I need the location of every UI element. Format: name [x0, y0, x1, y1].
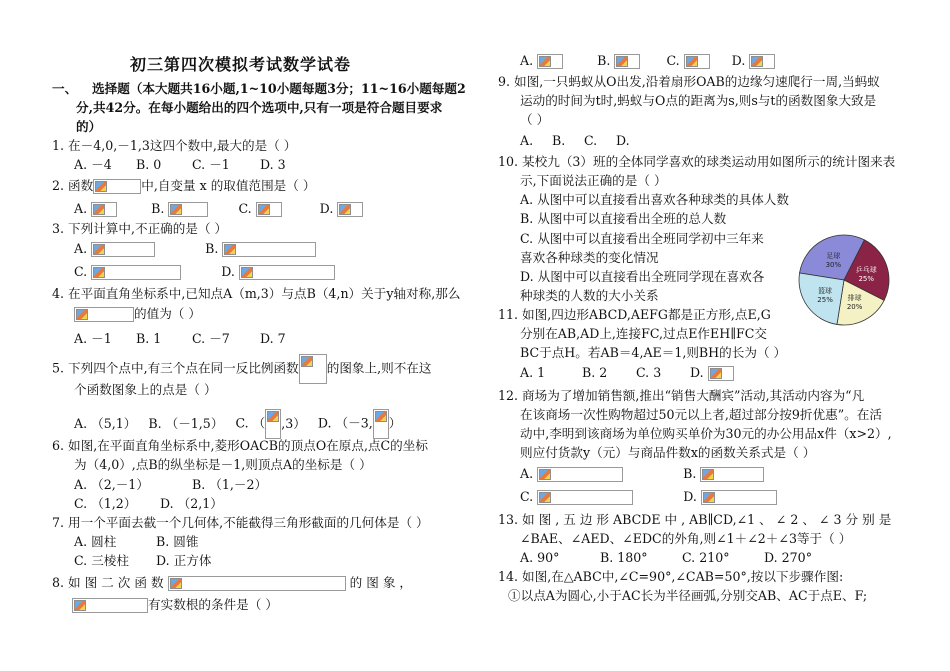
image-icon — [74, 600, 86, 611]
q3-row-2 — [74, 263, 335, 281]
q6-option-b: B. （1,－2） — [192, 477, 268, 492]
q5-option-c-end: ,3） — [281, 415, 306, 431]
q8-stem-start: 8. 如 图 二 次 函 数 — [52, 575, 164, 590]
q5-stem-end: 的图象上,则不在这 — [326, 360, 432, 376]
q12-option-a: A. — [520, 466, 534, 481]
q13-option-c: C. 210° — [682, 550, 730, 565]
formula-image — [91, 202, 117, 217]
question-12-stem: 12. 商场为了增加销售额,推出“销售大酬宾”活动,其活动内容为“凡 — [498, 388, 865, 403]
q9-option-b: B. — [552, 133, 566, 148]
q3-option-c: C. — [74, 264, 88, 279]
formula-image — [72, 598, 148, 613]
question-11-stem-cont: BC于点H。若AB＝4,AE＝1,则BH的长为（ ） — [520, 345, 787, 360]
question-11-stem: 11. 如图,四边形ABCD,AEFG都是正方形,点E,G — [498, 307, 771, 322]
q10-option-d: D. 从图中可以直接看出全班同学现在喜欢各 — [520, 269, 765, 284]
q6-option-c: C. （1,2） — [74, 496, 137, 511]
formula-image — [701, 490, 777, 505]
formula-image — [91, 242, 155, 257]
q1-option-a: A. －4 — [74, 157, 112, 172]
formula-image — [684, 54, 710, 69]
q9-option-d: D. — [616, 133, 630, 148]
q12-row-1 — [520, 465, 764, 483]
formula-image — [614, 54, 640, 69]
image-icon — [616, 56, 628, 67]
section-heading-cont: 分,共42分。在每小题给出的四个选项中,只有一项是符合题目要求 — [76, 100, 443, 115]
question-7-stem: 7. 用一个平面去截一个几何体,不能截得三角形截面的几何体是（ ） — [52, 515, 429, 530]
q2-option-b: B. — [151, 201, 165, 216]
q6-option-a: A. （2,－1） — [74, 477, 149, 492]
q1-option-b: B. 0 — [136, 157, 162, 172]
formula-image — [700, 467, 764, 482]
q5-option-a: A. （5,1） — [74, 415, 137, 431]
question-14-stem: 14. 如图,在△ABC中,∠C=90°,∠CAB=50°,按以下步骤作图: — [498, 569, 844, 584]
q3-option-b: B. — [205, 241, 219, 256]
question-13-stem-cont: ∠BAE、∠AED、∠EDC的外角,则∠1＋∠2＋∠3等于（ ） — [520, 531, 852, 546]
image-icon — [703, 492, 715, 503]
question-12-stem-cont: 则应付货款y（元）与商品件数x的函数关系式是（ ） — [520, 445, 816, 460]
formula-image — [74, 307, 134, 322]
image-icon — [686, 56, 698, 67]
q13-option-d: D. 270° — [764, 550, 812, 565]
q5-option-b: B. （－1,5） — [148, 415, 224, 431]
q13-option-a: A. 90° — [520, 550, 560, 565]
q7-option-b: B. 圆锥 — [156, 534, 199, 549]
q5-option-c-start: C. （ — [235, 415, 266, 431]
image-icon — [93, 244, 105, 255]
q8-stem-end: 的 图 象 ， — [349, 575, 413, 590]
question-12-stem-cont: 在该商场一次性购物超过50元以上者,超过部分按9折优惠”。在活 — [520, 407, 882, 422]
q2-options — [74, 200, 363, 218]
formula-image — [256, 202, 282, 217]
q11-option-b: B. 2 — [582, 365, 608, 380]
question-10-stem: 10. 某校九（3）班的全体同学喜欢的球类运动用如图所示的统计图来表 — [498, 154, 896, 169]
q4-option-a: A. －1 — [74, 331, 112, 346]
pie-category-label: 乒乓球 — [855, 265, 877, 274]
image-icon — [375, 411, 387, 422]
image-icon — [224, 244, 236, 255]
q13-option-b: B. 180° — [600, 550, 648, 565]
q6-option-d: D. （2,1） — [160, 496, 223, 511]
image-icon — [170, 578, 182, 589]
q2-option-c: C. — [238, 201, 252, 216]
formula-image — [168, 202, 208, 217]
q8-options — [520, 52, 775, 70]
q4-option-c: C. －7 — [192, 331, 230, 346]
image-icon — [301, 356, 313, 367]
question-9-stem-cont: （ ） — [520, 112, 550, 127]
question-12-stem-cont: 动中,李明到该商场为单位购买单价为30元的办公用品x件（x>2）, — [520, 426, 892, 441]
question-4-stem: 4. 在平面直角坐标系中,已知点A（m,3）与点B（4,n）关于y轴对称,那么 — [52, 286, 461, 301]
question-3-stem: 3. 下列计算中,不正确的是（ ） — [52, 221, 228, 236]
q9-option-c: C. — [584, 133, 598, 148]
formula-image — [373, 409, 389, 439]
question-9-stem: 9. 如图,一只蚂蚁从O出发,沿着扇形OAB的边缘匀速爬行一周,当蚂蚁 — [498, 74, 880, 89]
question-9-stem-cont: 运动的时间为t时,蚂蚁与O点的距离为s,则s与t的函数图象大致是 — [520, 93, 877, 108]
q7-option-c: C. 三棱柱 — [74, 553, 129, 568]
q8-stem-tail: 有实数根的条件是（ ） — [148, 597, 278, 612]
q5-options — [74, 409, 401, 439]
q4-option-b: B. 1 — [136, 331, 162, 346]
q4-option-d: D. 7 — [260, 331, 286, 346]
question-6-stem: 6. 如图,在平面直角坐标系中,菱形OACB的顶点O在原点,点C的坐标 — [52, 438, 428, 453]
formula-image — [91, 265, 181, 280]
image-icon — [267, 411, 279, 422]
section-heading: 选择题（本大题共16小题,1~10小题每题3分；11~16小题每题2 — [92, 81, 466, 96]
formula-image — [168, 576, 346, 591]
formula-image — [537, 54, 563, 69]
image-icon — [93, 204, 105, 215]
pie-percent-label: 25% — [817, 295, 833, 304]
q12-row-2 — [520, 488, 777, 506]
q11-option-c: C. 3 — [636, 365, 662, 380]
q5-option-d-end: ） — [388, 415, 402, 431]
q5-option-d-start: D. （－3, — [317, 415, 373, 431]
formula-image — [337, 202, 363, 217]
question-8-stem — [52, 574, 412, 592]
formula-image — [239, 265, 335, 280]
formula-image — [265, 409, 281, 439]
q7-option-d: D. 正方体 — [156, 553, 212, 568]
question-10-stem-cont: 示,下面说法正确的是（ ） — [520, 173, 667, 188]
q10-option-a: A. 从图中可以直接看出喜欢各种球类的具体人数 — [520, 192, 789, 207]
image-icon — [339, 204, 351, 215]
question-13-stem: 13. 如 图 , 五 边 形 ABCDE 中 , AB∥CD,∠1 、 ∠ 2 、 ∠ 3 分 别 是 — [498, 512, 892, 527]
q1-option-c: C. －1 — [192, 157, 230, 172]
q10-option-d-cont: 种球类的人数的大小关系 — [520, 288, 659, 303]
q10-option-c-cont: 喜欢各种球类的变化情况 — [520, 250, 659, 265]
formula-image — [537, 490, 633, 505]
image-icon — [539, 492, 551, 503]
q2-stem-end: 中,自变量 x 的取值范围是（ ） — [141, 178, 316, 193]
image-icon — [93, 267, 105, 278]
question-5-stem — [52, 354, 431, 384]
q2-stem-start: 2. 函数 — [52, 178, 94, 193]
pie-chart-svg — [796, 232, 892, 328]
section-number: 一、 — [52, 81, 78, 96]
image-icon — [702, 469, 714, 480]
question-2-stem — [52, 177, 315, 195]
q2-option-a: A. — [74, 201, 88, 216]
q12-option-c: C. — [520, 489, 534, 504]
formula-image — [537, 467, 623, 482]
pie-category-label: 足球 — [826, 252, 841, 261]
page-title: 初三第四次模拟考试数学试卷 — [130, 55, 352, 74]
ball-sports-pie-chart — [796, 232, 892, 328]
q3-option-d: D. — [221, 264, 235, 279]
question-1-stem: 1. 在－4,0,－1,3这四个数中,最大的是（ ） — [52, 138, 297, 153]
formula-image — [222, 242, 316, 257]
image-icon — [258, 204, 270, 215]
q12-option-d: D. — [683, 489, 697, 504]
formula-image — [299, 354, 327, 384]
question-6-stem-cont: 为（4,0）,点B的纵坐标是－1,则顶点A的坐标是（ ） — [74, 457, 372, 472]
image-icon — [76, 309, 88, 320]
pie-category-label: 篮球 — [818, 286, 833, 295]
q5-stem-start: 5. 下列四个点中,有三个点在同一反比例函数 — [52, 360, 299, 376]
image-icon — [539, 56, 551, 67]
q2-option-d: D. — [319, 201, 334, 216]
q3-row-1 — [74, 240, 316, 258]
image-icon — [170, 204, 182, 215]
image-icon — [539, 469, 551, 480]
formula-image — [749, 54, 775, 69]
formula-image — [708, 366, 734, 381]
q8-option-a: A. — [520, 53, 534, 68]
pie-percent-label: 20% — [846, 302, 863, 311]
q11-option-d-label: D. — [690, 365, 704, 380]
q7-option-a: A. 圆柱 — [74, 534, 117, 549]
q11-option-a: A. 1 — [520, 365, 546, 380]
q8-option-b: B. — [597, 53, 611, 68]
question-14-step-1: ①以点A为圆心,小于AC长为半径画弧,分别交AB、AC于点E、F; — [508, 588, 868, 603]
pie-category-label: 排球 — [847, 293, 862, 302]
image-icon — [95, 181, 107, 192]
q10-option-c: C. 从图中可以直接看出全班同学初中三年来 — [520, 231, 764, 246]
image-icon — [241, 267, 253, 278]
pie-percent-label: 30% — [825, 261, 842, 270]
section-heading-cont: 的） — [76, 119, 102, 134]
formula-image — [93, 179, 141, 194]
q11-option-d — [690, 364, 734, 382]
pie-percent-label: 25% — [858, 274, 875, 283]
q4-stem-end: 的值为（ ） — [134, 306, 201, 321]
q9-option-a: A. — [520, 133, 534, 148]
question-5-stem-cont: 个函数图象上的点是（ ） — [74, 382, 217, 397]
question-11-stem-cont: 分别在AB,AD上,连接FC,过点E作EH∥FC交 — [520, 326, 767, 341]
q8-option-d: D. — [731, 53, 746, 68]
q1-option-d: D. 3 — [260, 157, 286, 172]
q3-option-a: A. — [74, 241, 88, 256]
image-icon — [751, 56, 763, 67]
q10-option-b: B. 从图中可以直接看出全班的总人数 — [520, 211, 727, 226]
q8-option-c: C. — [666, 53, 680, 68]
image-icon — [710, 368, 722, 379]
question-4-stem-cont — [74, 305, 201, 323]
q12-option-b: B. — [683, 466, 697, 481]
question-8-stem-cont — [72, 596, 278, 614]
